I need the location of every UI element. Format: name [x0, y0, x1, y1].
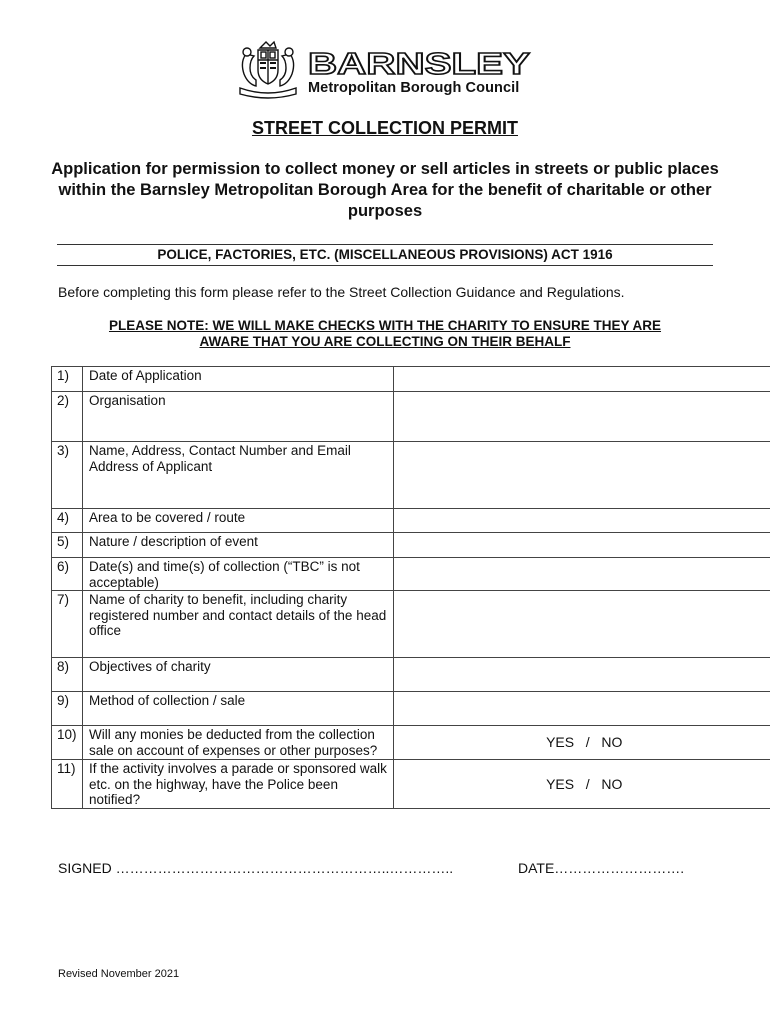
- charity-objectives-field[interactable]: [394, 658, 770, 692]
- row-number: 3): [52, 442, 83, 509]
- row-number: 5): [52, 533, 83, 558]
- form-row-police-notified: [52, 760, 770, 809]
- form-row-organisation: [52, 392, 770, 442]
- council-logo: [236, 40, 536, 104]
- form-row-collection-method: [52, 692, 770, 726]
- nature-of-event-field[interactable]: [394, 533, 770, 558]
- row-number: 7): [52, 591, 83, 658]
- svg-text:BARNSLEY: BARNSLEY: [308, 48, 531, 78]
- form-row-charity-details: [52, 591, 770, 658]
- row-number: 9): [52, 692, 83, 726]
- row-label: Date of Application: [83, 367, 394, 392]
- row-label: Nature / description of event: [83, 533, 394, 558]
- deductions-yes-no[interactable]: YES / NO: [394, 726, 770, 760]
- row-label: Name, Address, Contact Number and Email Address of Applicant: [83, 442, 394, 509]
- row-number: 1): [52, 367, 83, 392]
- row-label: Name of charity to benefit, including charity registered number and contact details of the head office: [83, 591, 394, 658]
- row-number: 4): [52, 509, 83, 533]
- form-row-area-route: [52, 509, 770, 533]
- organisation-field[interactable]: [394, 392, 770, 442]
- applicant-details-field[interactable]: [394, 442, 770, 509]
- form-row-deductions: [52, 726, 770, 760]
- row-label: Area to be covered / route: [83, 509, 394, 533]
- row-label: Method of collection / sale: [83, 692, 394, 726]
- row-label: If the activity involves a parade or sponsored walk etc. on the highway, have the Police been notified?: [83, 760, 394, 809]
- date-of-application-field[interactable]: [394, 367, 770, 392]
- barnsley-wordmark: [306, 48, 532, 78]
- revision-note: Revised November 2021: [58, 968, 180, 980]
- row-label: Objectives of charity: [83, 658, 394, 692]
- row-number: 10): [52, 726, 83, 760]
- note-line: AWARE THAT YOU ARE COLLECTING ON THEIR BEHALF: [199, 334, 571, 349]
- form-row-applicant-details: [52, 442, 770, 509]
- collection-dates-field[interactable]: [394, 558, 770, 591]
- application-form-table: [51, 366, 770, 809]
- council-name: Metropolitan Borough Council: [308, 80, 520, 96]
- row-label: Will any monies be deducted from the collection sale on account of expenses or other purposes?: [83, 726, 394, 760]
- collection-method-field[interactable]: [394, 692, 770, 726]
- row-number: 6): [52, 558, 83, 591]
- intro-text: Application for permission to collect money or sell articles in streets or public places within the Barnsley Metropolitan Borough Area for the benefit of charitable or other purposes: [51, 160, 719, 220]
- charity-check-note: [40, 318, 730, 350]
- row-label: Organisation: [83, 392, 394, 442]
- signature-line[interactable]: SIGNED …………………………………………………..…………..: [58, 860, 454, 876]
- note-line: PLEASE NOTE: WE WILL MAKE CHECKS WITH THE CHARITY TO ENSURE THEY ARE: [108, 318, 662, 333]
- form-row-nature-of-event: [52, 533, 770, 558]
- act-heading: POLICE, FACTORIES, ETC. (MISCELLANEOUS PROVISIONS) ACT 1916: [57, 244, 713, 266]
- area-route-field[interactable]: [394, 509, 770, 533]
- guidance-text: Before completing this form please refer to the Street Collection Guidance and Regulations.: [58, 284, 625, 300]
- row-number: 2): [52, 392, 83, 442]
- row-number: 8): [52, 658, 83, 692]
- page-title: STREET COLLECTION PERMIT: [251, 118, 518, 138]
- charity-details-field[interactable]: [394, 591, 770, 658]
- date-line[interactable]: DATE……………………….: [518, 860, 685, 876]
- row-number: 11): [52, 760, 83, 809]
- row-label: Date(s) and time(s) of collection (“TBC” is not acceptable): [83, 558, 394, 591]
- police-notified-yes-no[interactable]: YES / NO: [394, 760, 770, 809]
- form-row-collection-dates: [52, 558, 770, 591]
- coat-of-arms-icon: [236, 40, 300, 102]
- form-row-charity-objectives: [52, 658, 770, 692]
- form-row-date-of-application: [52, 367, 770, 392]
